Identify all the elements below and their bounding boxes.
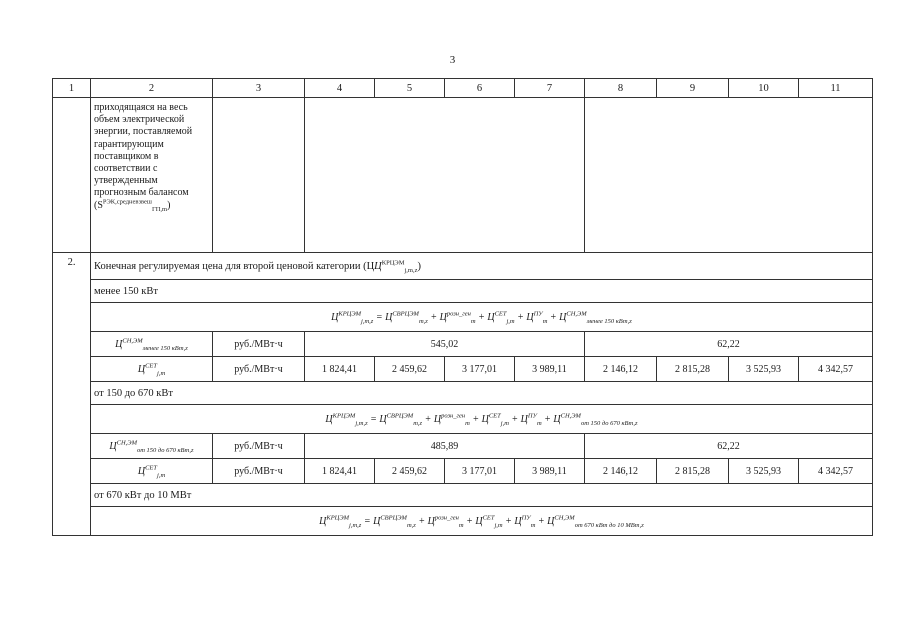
formula-sub: j,m — [157, 369, 166, 377]
plus-sign: + — [549, 311, 557, 323]
set-unit: руб./МВт·ч — [213, 357, 305, 382]
header-row — [53, 79, 873, 98]
formula-sub: m — [536, 419, 542, 427]
formula-sub: j,m — [500, 419, 509, 427]
ts-symbol: Ц — [137, 465, 146, 477]
plus-sign: + — [466, 515, 473, 527]
ts-symbol: Ц — [385, 311, 393, 323]
set-value: 3 989,11 — [515, 459, 585, 484]
set-symbol — [91, 357, 213, 382]
section2-number: 2. — [53, 253, 91, 536]
formula-sub: j,m — [494, 521, 503, 529]
header-col-1: 1 — [53, 79, 91, 98]
header-col-8: 8 — [585, 79, 657, 98]
continued-row-text: приходящаяся на весь объем электрической энергии, поставляемой гарантирующим поставщиком в соответствии с утвержденным прогнозным балансом — [94, 102, 193, 199]
set-row — [53, 357, 873, 382]
plus-sign: + — [478, 311, 485, 323]
set-value: 3 989,11 — [515, 357, 585, 382]
formula-sup: СН,ЭМ — [560, 412, 581, 420]
plus-sign: + — [418, 515, 426, 527]
plus-sign: + — [517, 311, 524, 323]
set-value: 1 824,41 — [305, 459, 375, 484]
header-col-4: 4 — [305, 79, 375, 98]
header-col-10: 10 — [729, 79, 799, 98]
formula-sub: m,z — [418, 317, 428, 325]
formula-sub: менее 150 кВт,z — [586, 317, 632, 325]
ts-symbol: Ц — [547, 515, 555, 527]
continued-row-values-b — [585, 98, 873, 253]
set-value: 2 146,12 — [585, 357, 657, 382]
ts-symbol: Ц — [439, 311, 447, 323]
set-value: 3 177,01 — [445, 459, 515, 484]
plus-sign: + — [537, 515, 545, 527]
formula-sup: СЕТ — [488, 412, 501, 420]
section2-title: Конечная регулируемая цена для второй ценовой категории $(ЦЦ^{КРЦЭМ}_{j,m,z})$ — [91, 253, 873, 280]
set-value: 3 177,01 — [445, 357, 515, 382]
plus-sign: + — [511, 413, 519, 425]
formula-sup: розн_ген — [446, 310, 471, 318]
formula-sub: m,z — [406, 521, 416, 529]
ts-symbol: Ц — [109, 440, 117, 452]
header-col-7: 7 — [515, 79, 585, 98]
header-col-9: 9 — [657, 79, 729, 98]
sn-value-a: 485,89 — [305, 434, 585, 459]
ts-symbol: Ц — [379, 413, 387, 425]
set-value: 2 459,62 — [375, 357, 445, 382]
continued-row-values-a — [305, 98, 585, 253]
formula-sub: m,z — [413, 419, 423, 427]
plus-sign: + — [430, 311, 438, 323]
eq-sign: = — [375, 311, 383, 323]
formula-sub: от 150 до 670 кВт,z — [580, 419, 638, 427]
set-unit: руб./МВт·ч — [213, 459, 305, 484]
plus-sign: + — [505, 515, 512, 527]
formula-sup: СН,ЭМ — [116, 439, 137, 447]
eq-sign: = — [363, 515, 371, 527]
formula-sup: ПУ — [533, 310, 543, 318]
group-label: от 150 до 670 кВт — [91, 382, 873, 405]
ts-symbol: Ц — [526, 311, 534, 323]
formula-sup: СВРЦЭМ — [392, 310, 419, 318]
formula-sub: j,m — [157, 471, 166, 479]
sn-unit: руб./МВт·ч — [213, 332, 305, 357]
set-value: 3 525,93 — [729, 459, 799, 484]
formula-sup: СН,ЭМ — [122, 337, 143, 345]
formula-sub: m — [530, 521, 536, 529]
ts-symbol: Ц — [433, 413, 442, 425]
formula-sup: розн_ген — [441, 412, 466, 420]
ts-symbol: Ц — [520, 413, 528, 425]
set-value: 4 342,57 — [799, 357, 873, 382]
formula-sup: розн_ген — [434, 514, 459, 522]
sn-value-b: 62,22 — [585, 434, 873, 459]
set-value: 3 525,93 — [729, 357, 799, 382]
formula-sub: j,m,z — [355, 419, 368, 427]
page-number: 3 — [449, 54, 456, 66]
formula-sup: СЕТ — [145, 362, 158, 370]
ts-symbol: Ц — [325, 413, 333, 425]
formula-sub: от 670 кВт до 10 МВт,z — [574, 521, 644, 529]
header-col-3: 3 — [213, 79, 305, 98]
formula-sub: m — [458, 521, 464, 529]
ts-symbol: Ц — [137, 363, 146, 375]
eq-sign: = — [370, 413, 377, 425]
formula-sub: менее 150 кВт,z — [142, 344, 188, 352]
plus-sign: + — [544, 413, 551, 425]
formula-sup: СЕТ — [482, 514, 495, 522]
group-formula-row — [53, 405, 873, 434]
section2-heading-row — [53, 253, 873, 280]
set-value: 4 342,57 — [799, 459, 873, 484]
header-col-2: 2 — [91, 79, 213, 98]
set-symbol — [91, 459, 213, 484]
continued-row-symbol: $(S^{РЭК,средневзвеш}_{ГП,m})$ — [94, 198, 171, 213]
formula-sup: ПУ — [527, 412, 537, 420]
set-value: 2 815,28 — [657, 459, 729, 484]
set-value: 2 815,28 — [657, 357, 729, 382]
group-formula-row — [53, 507, 873, 536]
formula-sup: СЕТ — [145, 464, 158, 472]
tariff-table — [52, 78, 873, 536]
sn-value-a: 545,02 — [305, 332, 585, 357]
plus-sign: + — [424, 413, 432, 425]
formula-sup: КРЦЭМ — [332, 412, 356, 420]
ts-symbol: Ц — [373, 515, 381, 527]
sn-unit: руб./МВт·ч — [213, 434, 305, 459]
sn-symbol — [91, 434, 213, 459]
set-value: 1 824,41 — [305, 357, 375, 382]
group-formula — [91, 303, 873, 332]
set-row — [53, 459, 873, 484]
header-col-11: 11 — [799, 79, 873, 98]
formula-sup: ПУ — [521, 514, 531, 522]
header-col-6: 6 — [445, 79, 515, 98]
group-formula — [91, 405, 873, 434]
formula-sup: СВРЦЭМ — [386, 412, 414, 420]
ts-symbol: Ц — [481, 413, 489, 425]
header-col-5: 5 — [375, 79, 445, 98]
continued-row-unit — [213, 98, 305, 253]
group-label-row — [53, 280, 873, 303]
group-formula-row — [53, 303, 873, 332]
ts-symbol: Ц — [427, 515, 435, 527]
group-label: от 670 кВт до 10 МВт — [91, 484, 873, 507]
sn-row — [53, 332, 873, 357]
ts-symbol: Ц — [514, 515, 522, 527]
sn-value-b: 62,22 — [585, 332, 873, 357]
group-label-row — [53, 484, 873, 507]
formula-sub: m — [465, 419, 470, 427]
formula-sub: m — [470, 317, 476, 325]
formula-sup: КРЦЭМ — [338, 310, 362, 318]
formula-sup: СН,ЭМ — [554, 514, 575, 522]
ts-symbol: Ц — [331, 311, 339, 323]
formula-sup: СН,ЭМ — [566, 310, 587, 318]
formula-sup: СВРЦЭМ — [380, 514, 407, 522]
ts-symbol: Ц — [319, 515, 327, 527]
group-label: менее 150 кВт — [91, 280, 873, 303]
continued-row — [53, 98, 873, 253]
group-label-row — [53, 382, 873, 405]
continued-row-number — [53, 98, 91, 253]
formula-sub: от 150 до 670 кВт,z — [136, 446, 194, 454]
continued-row-description — [91, 98, 213, 253]
ts-symbol: Ц — [559, 311, 567, 323]
plus-sign: + — [472, 413, 480, 425]
group-formula — [91, 507, 873, 536]
formula-sub: j,m,z — [361, 317, 374, 325]
formula-sub: j,m,z — [349, 521, 362, 529]
set-value: 2 459,62 — [375, 459, 445, 484]
sn-symbol — [91, 332, 213, 357]
formula-sub: m — [542, 317, 548, 325]
ts-symbol: Ц — [115, 338, 123, 350]
sn-row — [53, 434, 873, 459]
set-value: 2 146,12 — [585, 459, 657, 484]
formula-sup: КРЦЭМ — [326, 514, 350, 522]
ts-symbol: Ц — [487, 311, 495, 323]
ts-symbol: Ц — [553, 413, 561, 425]
formula-sup: СЕТ — [494, 310, 507, 318]
formula-sub: j,m — [506, 317, 515, 325]
ts-symbol: Ц — [475, 515, 483, 527]
